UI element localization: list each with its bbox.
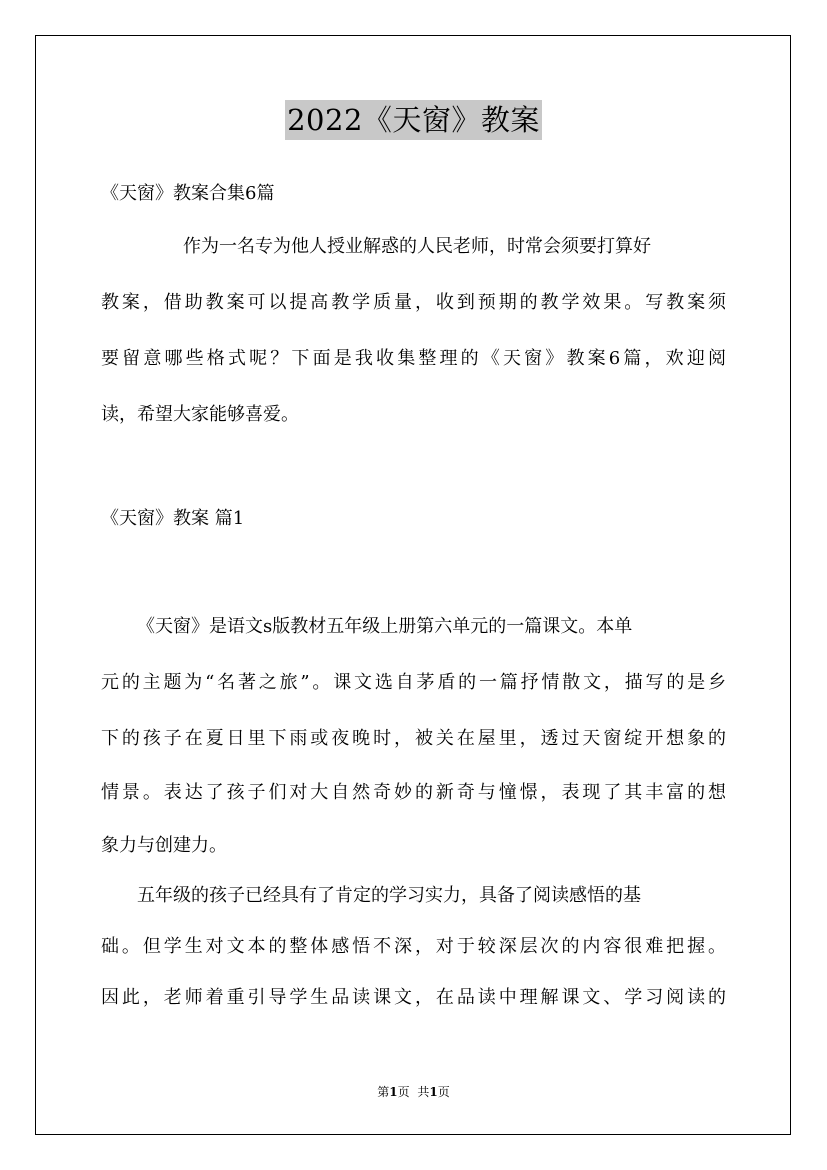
- footer-total-pages: 1: [429, 1085, 438, 1099]
- page-footer: [0, 1083, 827, 1100]
- para2-line-2: 础。但学生对文本的整体感悟不深，对于较深层次的内容很难把握。: [101, 936, 726, 957]
- intro-line-3: 要留意哪些格式呢？下面是我收集整理的《天窗》教案6篇，欢迎阅: [101, 348, 726, 369]
- intro-line-1: 作为一名专为他人授业解惑的人民老师，时常会须要打算好: [183, 236, 651, 257]
- section-heading: 《天窗》教案 篇1: [101, 508, 245, 529]
- para1-line-4: 情景。表达了孩子们对大自然奇妙的新奇与憧憬，表现了其丰富的想: [101, 782, 726, 803]
- para1-line-3: 下的孩子在夏日里下雨或夜晚时，被关在屋里，透过天窗绽开想象的: [101, 728, 726, 749]
- footer-prefix: 第: [377, 1085, 390, 1099]
- document-subtitle: 《天窗》教案合集6篇: [101, 183, 275, 204]
- footer-total-suffix: 页: [437, 1085, 450, 1099]
- para2-line-3: 因此，老师着重引导学生品读课文，在品读中理解课文、学习阅读的: [101, 987, 726, 1008]
- intro-line-4: 读，希望大家能够喜爱。: [101, 404, 299, 425]
- para1-line-1: 《天窗》是语文s版教材五年级上册第六单元的一篇课文。本单: [137, 616, 633, 637]
- title-block: [0, 100, 827, 140]
- intro-line-2: 教案，借助教案可以提高教学质量，收到预期的教学效果。写教案须: [101, 292, 726, 313]
- footer-total-prefix: 共: [417, 1085, 430, 1099]
- para2-line-1: 五年级的孩子已经具有了肯定的学习实力，具备了阅读感悟的基: [137, 885, 641, 906]
- para1-line-2: 元的主题为“名著之旅”。课文选自茅盾的一篇抒情散文，描写的是乡: [101, 672, 726, 693]
- document-title: 2022《天窗》教案: [285, 100, 542, 140]
- footer-page-suffix: 页: [397, 1085, 410, 1099]
- footer-page-number: 1: [389, 1085, 398, 1099]
- para1-line-5: 象力与创建力。: [101, 835, 227, 856]
